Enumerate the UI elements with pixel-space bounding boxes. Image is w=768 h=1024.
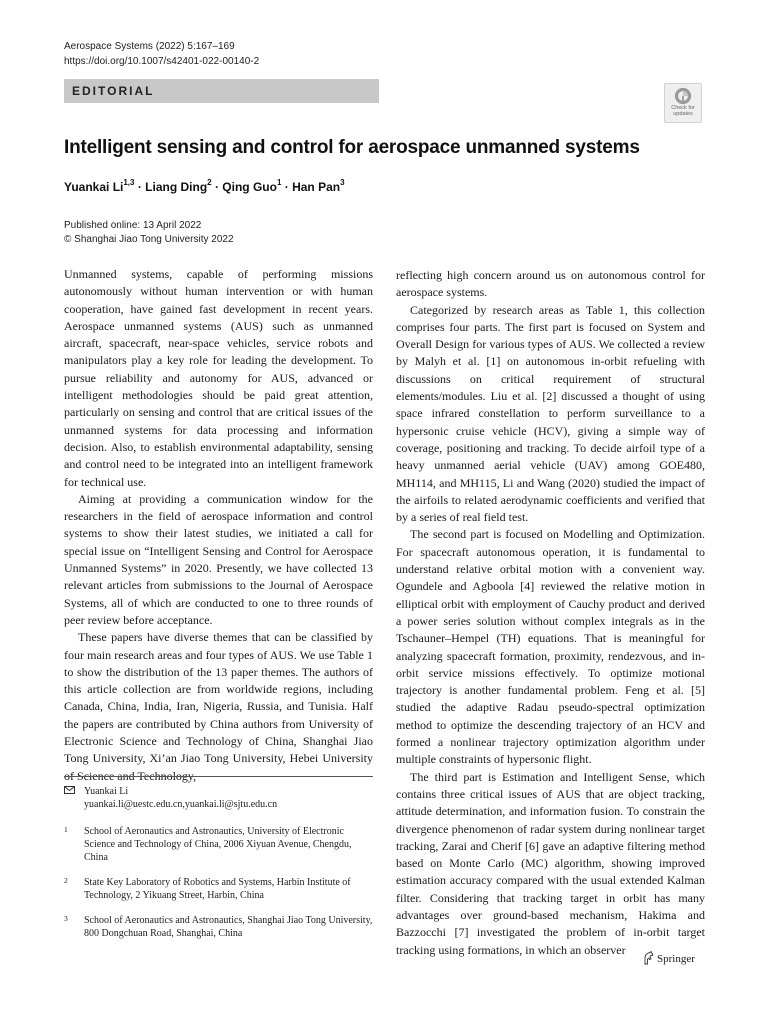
check-for-updates-icon (674, 87, 692, 105)
envelope-icon (64, 786, 75, 794)
publisher-name: Springer (657, 953, 695, 965)
article-title: Intelligent sensing and control for aerospace unmanned systems (64, 137, 640, 158)
author-footnotes (64, 776, 373, 952)
author-separator: · (211, 180, 223, 194)
affiliation-text: School of Aeronautics and Astronautics, Shanghai Jiao Tong University, 800 Dongchuan Road, Shanghai, China (84, 915, 373, 939)
author-affiliation-mark: 3 (340, 178, 345, 187)
affiliation-item (64, 825, 373, 864)
author-name[interactable]: Qing Guo (222, 180, 277, 194)
affiliation-item (64, 876, 373, 902)
affiliation-number: 3 (64, 914, 68, 923)
body-paragraph: Categorized by research areas as Table 1, this collection comprises four parts. The first part is focused on System and Overall Design for various types of AUS. We collected a review by Malyh et al. [1] on autonomous in-orbit refueling with discussions on critical requirement of structural elements/modules. Liu et al. [2] discussed a thought of using space infrared constellation to perform surveillance to a hypersonic cruise vehicle (HCV), giving a simple way of coverage, positioning and tracking. To decide airfoil type of a heavy unmanned aerial vehicle (UAV) among GOE480, MH114, and MH115, Li and Wang (2020) studied the impact of the airfoils to related aerodynamic coefficients and verified that by a series of real field test. (396, 302, 705, 525)
body-paragraph: The second part is focused on Modelling and Optimization. For spacecraft autonomous operation, it is fundamental to understand relative orbital motion with a convenient way. Ogundele and Agboola [4] reviewed the relative motion in elliptical orbit with employment of Cauchy product and derived a power series solution without complex integrals as in the Tschauner–Hempel (TH) equations. That is meaningful for analyzing spacecraft formation, proximity, rendezvous, and in-orbit service missions effectively. To optimize motional trajectory is another fundamental problem. Feng et al. [5] studied the adaptive Radau pseudo-spectral optimization method to optimize the descending trajectory of an HCV and formed a nonlinear trajectory optimization algorithm under multiple constraints of hypersonic flight. (396, 527, 705, 767)
springer-horse-icon (642, 951, 654, 965)
author-separator: · (281, 180, 293, 194)
author-list (64, 180, 345, 194)
body-paragraph: reflecting high concern around us on autonomous control for aerospace systems. (396, 268, 705, 300)
affiliation-number: 2 (64, 876, 68, 885)
affiliation-item (64, 914, 373, 940)
author-separator: · (134, 180, 146, 194)
check-for-updates-line2: updates (673, 111, 693, 117)
affiliation-number: 1 (64, 825, 68, 834)
check-for-updates-line1: Check for (671, 105, 695, 111)
author-affiliation-mark: 2 (207, 178, 212, 187)
body-paragraph: Unmanned systems, capable of performing missions autonomously without human intervention or with human cooperation, have gained fast development in recent years. Aerospace unmanned systems (AUS) such as unmanned aircraft, spacecraft, near-space vehicles, service robots and manipulators play a key role for leading the development. To pursue reliability and autonomy for AUS, advanced or intelligent methodologies should be paid great attention, particularly on sensing and control that are critical issues of the unmanned systems for data processing and information decision. Also, to establish environmental adaptability, sensing and control need to be integrated into an intelligent framework for technical use. (64, 267, 373, 489)
corresponding-author-name: Yuankai Li (84, 786, 129, 797)
journal-citation: Aerospace Systems (2022) 5:167–169 (64, 41, 235, 52)
published-date: Published online: 13 April 2022 (64, 220, 202, 231)
body-paragraph: These papers have diverse themes that can be classified by four main research areas and four types of AUS. We use Table 1 to show the distribution of the 13 paper themes. The authors of this article collection are from worldwide regions, including Canada, China, India, Iran, Nigeria, Russia, and Tunisia. Half the papers are contributed by China authors from University of Electronic Science and Technology of China, Shanghai Jiao Tong University, Xi’an Jiao Tong University, Hebei University of Science and Technology, (64, 630, 373, 783)
doi-link[interactable]: https://doi.org/10.1007/s42401-022-00140-2 (64, 56, 260, 67)
author-name[interactable]: Yuankai Li (64, 180, 124, 194)
author-affiliation-mark: 1 (276, 178, 282, 187)
check-for-updates-badge[interactable] (664, 83, 702, 123)
publisher-logo (642, 951, 695, 965)
body-paragraph: Aiming at providing a communication window for the researchers in the field of aerospace information and control systems to show their latest studies, we initiated a call for special issue on “Intelligent Sensing and Control for Aerospace Unmanned Systems” in 2020. Presently, we have collected 13 relevant articles from submissions to the Journal of Aerospace Systems, all of which are conducted to one to three rounds of peer review before acceptance. (64, 491, 373, 627)
body-column-left (64, 266, 373, 785)
author-affiliation-mark: 1,3 (123, 178, 135, 187)
body-column-right (396, 267, 705, 959)
copyright-notice: © Shanghai Jiao Tong University 2022 (64, 234, 234, 245)
affiliation-text: School of Aeronautics and Astronautics, University of Electronic Science and Technology of China, 2006 Xiyuan Avenue, Chengdu, China (84, 826, 352, 863)
body-paragraph: The third part is Estimation and Intelligent Sense, which contains three critical issues of AUS that are object tracking, attitude determination, and information fusion. To constrain the divergence phenomenon of radar system during nonlinear target tracking, Zarai and Cherif [6] gave an adaptive filtering method based on Monte Carlo (MC) algorithm, showing improved estimation accuracy compared with the usual extended Kalman filter. Considering that tracking target in orbit has many advantages over ground-based mechanism, Hakima and Bazzocchi [7] investigated the problem of in-orbit target tracking using formations, in which an observer (396, 769, 705, 957)
author-name[interactable]: Han Pan (292, 180, 341, 194)
corresponding-author (64, 785, 373, 811)
author-name[interactable]: Liang Ding (145, 180, 208, 194)
article-type-banner (64, 79, 379, 103)
article-type-label: EDITORIAL (72, 84, 155, 98)
affiliation-text: State Key Laboratory of Robotics and Systems, Harbin Institute of Technology, 2 Yikuang Street, Harbin, China (84, 877, 351, 901)
corresponding-author-email[interactable]: yuankai.li@uestc.edu.cn,yuankai.li@sjtu.edu.cn (84, 799, 278, 810)
